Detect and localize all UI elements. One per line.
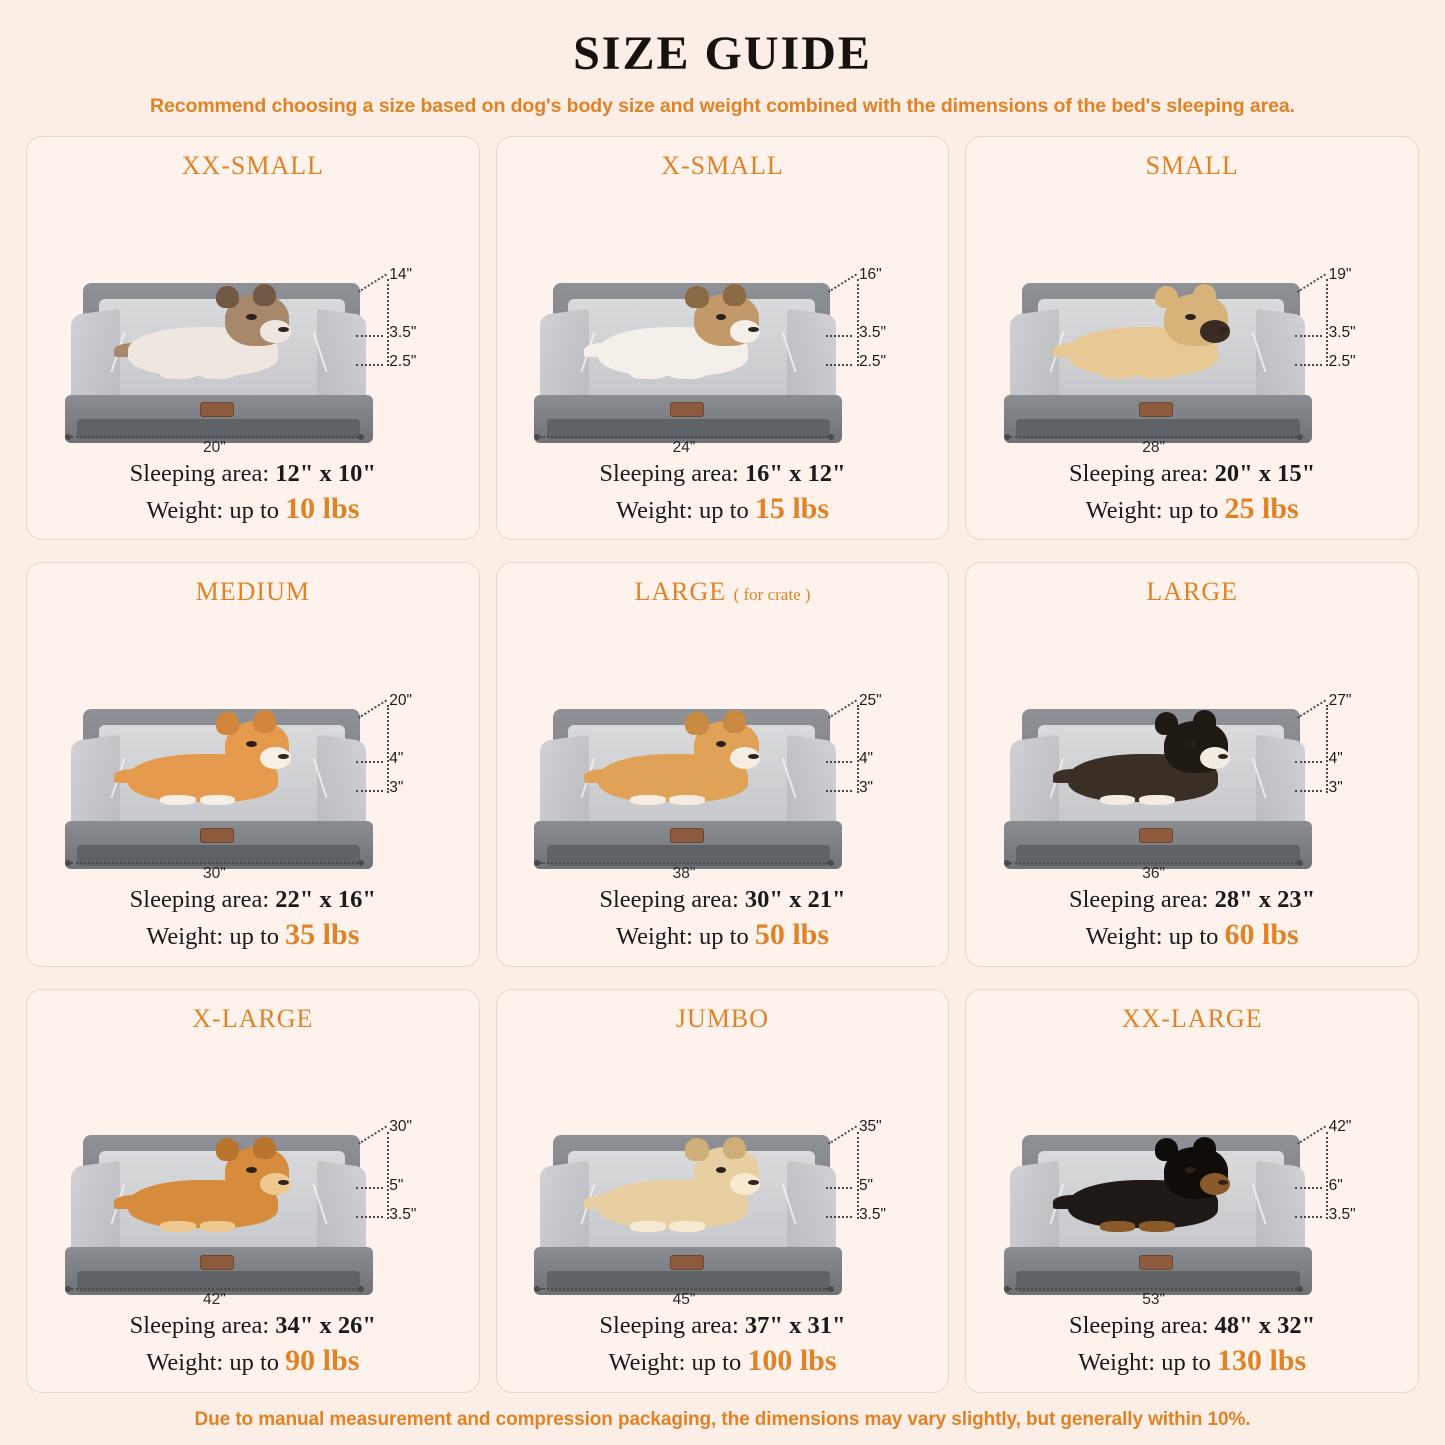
dimension-leader <box>356 761 383 763</box>
up-to-label: up to <box>699 496 749 524</box>
dimension-leader <box>826 364 853 366</box>
bed-illustration <box>509 183 937 459</box>
sleeping-area-line <box>978 459 1406 490</box>
dimension-depth: 30" <box>389 1118 413 1136</box>
dimension-width-bar <box>71 1288 358 1290</box>
up-to-label: up to <box>1161 1349 1211 1377</box>
dimension-bolster: 4" <box>1328 750 1343 768</box>
dog-bed-graphic <box>65 709 373 869</box>
size-name: XX-LARGE <box>1121 1003 1263 1033</box>
animal-ear <box>685 286 708 308</box>
dimension-base: 3.5" <box>389 1205 417 1223</box>
animal-shih-tzu <box>584 289 763 375</box>
size-card-specs <box>978 885 1406 960</box>
weight-value: 35 lbs <box>285 917 360 951</box>
animal-ear <box>723 284 746 306</box>
dimension-leader <box>826 1216 853 1218</box>
weight-value: 10 lbs <box>285 491 360 525</box>
animal-paw <box>200 795 236 805</box>
animal-ear <box>216 712 239 734</box>
dimension-base: 2.5" <box>1328 353 1356 371</box>
animal-paw <box>1100 795 1136 805</box>
dimension-width: 28" <box>1142 438 1166 456</box>
size-card-title <box>978 577 1406 607</box>
size-name: X-SMALL <box>661 151 784 180</box>
size-card-specs <box>509 459 937 534</box>
animal-golden-retriever <box>114 1142 293 1228</box>
size-card-specs <box>509 885 937 960</box>
size-card <box>26 562 480 966</box>
animal-paw <box>669 1221 705 1231</box>
weight-line <box>978 490 1406 528</box>
bed-illustration <box>39 1036 467 1312</box>
sleeping-area-label: Sleeping area: <box>129 1312 270 1340</box>
dimension-width: 30" <box>202 865 226 882</box>
sleeping-area-label: Sleeping area: <box>1069 886 1209 913</box>
animal-ear <box>253 1137 276 1159</box>
animal-border-collie <box>1053 716 1232 802</box>
weight-line <box>978 916 1406 954</box>
dimension-width-bar <box>71 436 358 438</box>
size-card-grid <box>26 136 1419 1393</box>
brand-tag <box>200 1255 234 1270</box>
dimension-leader <box>358 273 387 292</box>
animal-ear <box>216 1138 239 1160</box>
sleeping-area-line <box>509 1311 937 1342</box>
size-name: LARGE <box>634 577 727 607</box>
weight-label: Weight: <box>608 1349 686 1377</box>
sleeping-area-value: 30" x 21" <box>744 886 846 913</box>
up-to-label: up to <box>1168 496 1219 524</box>
animal-eye <box>1185 1167 1196 1173</box>
weight-label: Weight: <box>146 1349 224 1377</box>
dimension-bolster: 5" <box>858 1176 874 1194</box>
weight-value: 100 lbs <box>747 1344 837 1378</box>
animal-eye <box>716 741 727 747</box>
dog-bed-graphic <box>65 283 373 443</box>
weight-value: 130 lbs <box>1217 1344 1307 1378</box>
animal-paw <box>160 1221 196 1231</box>
animal-paw <box>630 795 666 805</box>
weight-line <box>509 1342 937 1380</box>
animal-nose <box>748 754 759 759</box>
dimension-base: 3.5" <box>858 1205 886 1223</box>
bed-illustration <box>978 1036 1406 1312</box>
animal-nose <box>1218 754 1229 759</box>
dimension-base: 2.5" <box>389 353 417 371</box>
dimension-leader <box>828 273 857 292</box>
dimension-bolster: 5" <box>389 1176 404 1194</box>
dimension-width-bar <box>540 1288 827 1290</box>
bed-illustration <box>978 609 1406 885</box>
dimension-width-group <box>65 436 364 457</box>
weight-line <box>509 916 937 954</box>
animal-paw <box>669 369 705 379</box>
dimension-width-group <box>1004 862 1303 883</box>
bed-illustration <box>978 183 1406 459</box>
dimension-depth: 14" <box>389 265 413 283</box>
dimension-width-bar <box>71 862 358 864</box>
dimension-leader <box>356 1216 383 1218</box>
dimension-base: 3" <box>1328 779 1343 797</box>
weight-label: Weight: <box>615 922 693 950</box>
animal-ear <box>253 710 276 732</box>
size-card <box>496 136 950 540</box>
dimension-callouts <box>821 266 932 398</box>
sleeping-area-label: Sleeping area: <box>599 886 739 913</box>
animal-ear <box>723 710 746 732</box>
weight-line <box>39 490 467 528</box>
dimension-leader <box>1295 1187 1322 1189</box>
dimension-leader <box>1295 761 1322 763</box>
dimension-callouts <box>1291 1118 1402 1250</box>
dimension-leader <box>356 790 383 792</box>
dimension-depth: 35" <box>858 1118 882 1136</box>
size-card-specs <box>509 1311 937 1386</box>
size-card <box>26 136 480 540</box>
animal-paw <box>669 795 705 805</box>
weight-label: Weight: <box>1085 496 1163 524</box>
animal-corgi <box>114 716 293 802</box>
dimension-depth: 25" <box>858 692 882 710</box>
dimension-leader <box>826 790 853 792</box>
size-card <box>965 136 1419 540</box>
dimension-width: 20" <box>202 438 226 456</box>
up-to-label: up to <box>229 922 280 950</box>
dimension-leader <box>826 1187 853 1189</box>
weight-value: 60 lbs <box>1224 917 1299 951</box>
size-card-specs <box>978 1311 1406 1386</box>
animal-paw <box>1139 369 1175 379</box>
bed-illustration <box>509 609 937 885</box>
dimension-callouts <box>821 692 932 824</box>
dimension-depth: 42" <box>1328 1118 1352 1136</box>
dimension-leader <box>1295 790 1322 792</box>
animal-ear <box>723 1137 746 1159</box>
animal-paw <box>1100 1221 1136 1231</box>
size-card <box>965 562 1419 966</box>
dog-bed-graphic <box>1004 1135 1312 1295</box>
brand-tag <box>1139 828 1173 843</box>
dimension-leader <box>828 1126 857 1145</box>
brand-tag <box>1139 402 1173 417</box>
page-footnote: Due to manual measurement and compression packaging, the dimensions may vary slightly, but generally within 10%. <box>194 1409 1251 1430</box>
size-name: LARGE <box>1146 577 1238 607</box>
sleeping-area-label: Sleeping area: <box>599 459 739 487</box>
animal-shiba-inu <box>584 716 763 802</box>
bed-illustration <box>39 609 467 885</box>
size-card-title <box>978 1004 1406 1034</box>
sleeping-area-value: 28" x 23" <box>1214 886 1316 913</box>
dimension-leader <box>356 335 383 337</box>
up-to-label: up to <box>699 922 749 950</box>
weight-value: 50 lbs <box>754 917 830 951</box>
sleeping-area-label: Sleeping area: <box>129 459 270 487</box>
sleeping-area-value: 48" x 32" <box>1214 1312 1316 1340</box>
brand-tag <box>200 828 234 843</box>
sleeping-area-label: Sleeping area: <box>129 886 270 913</box>
size-card-title <box>509 151 937 181</box>
animal-ear <box>685 712 708 734</box>
animal-nose <box>278 1180 289 1185</box>
dimension-bolster: 3.5" <box>1328 323 1356 341</box>
animal-nose <box>748 1180 759 1185</box>
weight-value: 25 lbs <box>1224 491 1299 525</box>
dimension-width-group <box>65 862 364 883</box>
dog-bed-graphic <box>534 283 842 443</box>
animal-paw <box>1139 795 1175 805</box>
size-note: ( for crate ) <box>733 585 811 605</box>
brand-tag <box>670 1255 704 1270</box>
dimension-width: 53" <box>1142 1291 1166 1309</box>
dimension-depth: 19" <box>1328 265 1352 283</box>
dog-bed-graphic <box>1004 283 1312 443</box>
animal-paw <box>160 369 196 379</box>
size-name: X-LARGE <box>192 1003 314 1033</box>
weight-label: Weight: <box>146 922 224 950</box>
bed-illustration <box>509 1036 937 1312</box>
weight-line <box>978 1342 1406 1380</box>
animal-ear <box>685 1138 708 1160</box>
dimension-callouts <box>821 1118 932 1250</box>
dimension-bolster: 3.5" <box>389 323 417 341</box>
dimension-width: 42" <box>202 1291 226 1309</box>
size-card <box>496 562 950 966</box>
dimension-width-group <box>534 862 833 883</box>
dimension-callouts <box>351 266 462 398</box>
dimension-leader <box>828 699 857 718</box>
dimension-width-group <box>1004 436 1303 457</box>
weight-line <box>39 1342 467 1380</box>
up-to-label: up to <box>229 1349 280 1377</box>
animal-ear <box>1193 710 1216 732</box>
animal-ear <box>1155 712 1178 734</box>
animal-labrador <box>584 1142 763 1228</box>
animal-ear <box>253 284 276 306</box>
dimension-depth: 20" <box>389 692 413 710</box>
weight-line <box>39 916 467 954</box>
sleeping-area-value: 34" x 26" <box>275 1312 376 1340</box>
brand-tag <box>670 828 704 843</box>
dimension-bolster: 4" <box>858 750 874 768</box>
animal-ear <box>1193 1137 1216 1159</box>
animal-paw <box>630 1221 666 1231</box>
dimension-leader <box>1297 273 1326 292</box>
dimension-bolster: 6" <box>1328 1176 1343 1194</box>
dimension-leader <box>826 335 853 337</box>
animal-ear <box>1155 286 1178 308</box>
size-name: XX-SMALL <box>181 151 324 180</box>
dog-bed-graphic <box>534 709 842 869</box>
dimension-leader <box>1295 335 1322 337</box>
animal-cat-ragdoll <box>114 289 293 375</box>
size-card-title <box>978 151 1406 181</box>
dimension-callouts <box>351 692 462 824</box>
dimension-base: 3.5" <box>1328 1205 1356 1223</box>
dimension-width-bar <box>1010 1288 1297 1290</box>
animal-paw <box>160 795 196 805</box>
size-card-specs <box>978 459 1406 534</box>
sleeping-area-line <box>39 885 467 916</box>
size-card-title <box>509 1004 937 1034</box>
page-title: SIZE GUIDE <box>573 27 872 80</box>
dimension-base: 3" <box>858 779 874 797</box>
up-to-label: up to <box>1168 922 1219 950</box>
dimension-width: 38" <box>672 865 696 882</box>
animal-paw <box>630 369 666 379</box>
sleeping-area-label: Sleeping area: <box>1069 459 1209 487</box>
dimension-callouts <box>1291 266 1402 398</box>
size-card-specs <box>39 885 467 960</box>
dog-bed-graphic <box>534 1135 842 1295</box>
sleeping-area-label: Sleeping area: <box>1069 1312 1209 1340</box>
weight-label: Weight: <box>1085 922 1163 950</box>
size-card-title <box>39 1004 467 1034</box>
sleeping-area-value: 22" x 16" <box>275 886 376 913</box>
dimension-bolster: 4" <box>389 750 404 768</box>
dimension-width-group <box>65 1288 364 1309</box>
dimension-leader <box>356 1187 383 1189</box>
weight-label: Weight: <box>615 496 693 524</box>
dimension-width-group <box>534 1288 833 1309</box>
size-card <box>965 989 1419 1393</box>
dimension-width-bar <box>1010 436 1297 438</box>
dimension-leader <box>826 761 853 763</box>
dimension-width-bar <box>540 436 827 438</box>
dimension-depth: 27" <box>1328 692 1352 710</box>
dimension-leader <box>356 364 383 366</box>
animal-eye <box>246 741 257 747</box>
sleeping-area-line <box>509 885 937 916</box>
sleeping-area-line <box>978 1311 1406 1342</box>
dimension-bolster: 3.5" <box>858 323 886 341</box>
animal-paw <box>1139 1221 1175 1231</box>
up-to-label: up to <box>691 1349 742 1377</box>
animal-paw <box>200 369 236 379</box>
page-subtitle: Recommend choosing a size based on dog's body size and weight combined with the dimensions of the bed's sleeping area. <box>150 95 1295 117</box>
size-card-specs <box>39 459 467 534</box>
weight-value: 15 lbs <box>754 491 830 525</box>
sleeping-area-value: 16" x 12" <box>744 459 846 487</box>
weight-label: Weight: <box>146 496 224 524</box>
animal-eye <box>246 1167 257 1173</box>
dimension-width-bar <box>1010 862 1297 864</box>
animal-paw <box>200 1221 236 1231</box>
bed-illustration <box>39 183 467 459</box>
dimension-leader <box>1295 364 1322 366</box>
weight-line <box>509 490 937 528</box>
dimension-width-group <box>534 436 833 457</box>
size-name: MEDIUM <box>195 577 310 607</box>
sleeping-area-value: 20" x 15" <box>1214 459 1316 487</box>
weight-label: Weight: <box>1078 1349 1156 1377</box>
dimension-leader <box>1297 1126 1326 1145</box>
dimension-width-group <box>1004 1288 1303 1309</box>
brand-tag <box>670 402 704 417</box>
size-name: JUMBO <box>675 1003 770 1033</box>
size-card-title <box>39 577 467 607</box>
sleeping-area-value: 37" x 31" <box>744 1312 846 1340</box>
animal-ear <box>1193 284 1216 306</box>
dog-bed-graphic <box>1004 709 1312 869</box>
size-card <box>496 989 950 1393</box>
size-card-title <box>39 151 467 181</box>
dimension-leader <box>358 699 387 718</box>
sleeping-area-value: 12" x 10" <box>275 459 376 487</box>
brand-tag <box>200 402 234 417</box>
dimension-width: 45" <box>672 1291 696 1309</box>
sleeping-area-line <box>509 459 937 490</box>
sleeping-area-line <box>39 1311 467 1342</box>
sleeping-area-line <box>39 459 467 490</box>
animal-ear <box>216 286 239 308</box>
dimension-callouts <box>1291 692 1402 824</box>
weight-value: 90 lbs <box>285 1344 360 1378</box>
animal-nose <box>278 754 289 759</box>
dimension-callouts <box>351 1118 462 1250</box>
size-card-title <box>509 577 937 607</box>
dimension-depth: 16" <box>858 265 882 283</box>
animal-rottweiler <box>1053 1142 1232 1228</box>
dog-bed-graphic <box>65 1135 373 1295</box>
animal-eye <box>1185 741 1196 747</box>
size-card <box>26 989 480 1393</box>
brand-tag <box>1139 1255 1173 1270</box>
size-name: SMALL <box>1145 151 1239 180</box>
dimension-width: 36" <box>1142 865 1166 882</box>
sleeping-area-line <box>978 885 1406 916</box>
dimension-width: 24" <box>672 438 696 456</box>
animal-ear <box>1155 1138 1178 1160</box>
dimension-leader <box>358 1126 387 1145</box>
animal-french-bulldog <box>1053 289 1232 375</box>
dimension-leader <box>1295 1216 1322 1218</box>
dimension-base: 3" <box>389 779 404 797</box>
up-to-label: up to <box>229 496 280 524</box>
animal-paw <box>1100 369 1136 379</box>
dimension-leader <box>1297 699 1326 718</box>
dimension-width-bar <box>540 862 827 864</box>
sleeping-area-label: Sleeping area: <box>599 1312 739 1340</box>
size-card-specs <box>39 1311 467 1386</box>
dimension-base: 2.5" <box>858 353 886 371</box>
